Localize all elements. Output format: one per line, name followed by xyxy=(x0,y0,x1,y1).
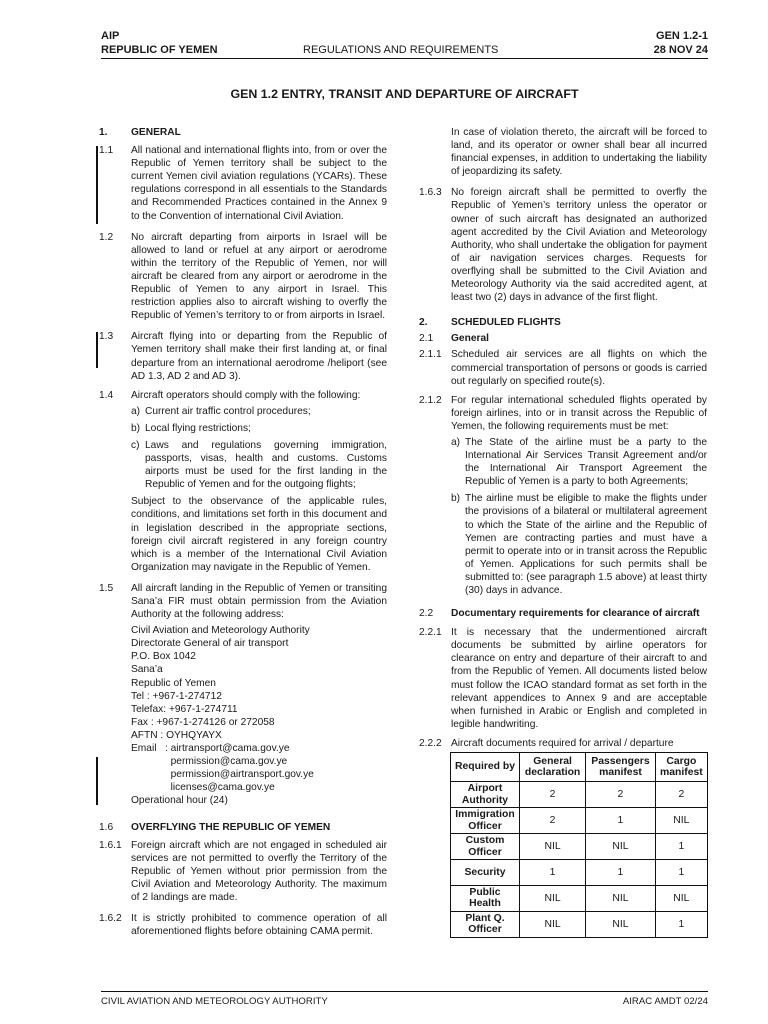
paragraph-text: Foreign aircraft which are not engaged in scheduled air services are not permitted to overfly the Territory of the Republic of Yemen without prior permission from the Civil Aviation and Meteorology Authority. The maximum of 2 landings are made. xyxy=(131,839,387,903)
table-row xyxy=(451,808,708,834)
address-line: Email : airtransport@cama.gov.ye xyxy=(131,743,290,755)
list-letter: b) xyxy=(451,493,461,505)
table-cell: Plant Q. Officer xyxy=(451,911,520,937)
paragraph-text: For regular international scheduled flights operated by foreign airlines, into or in transit across the Republic of Yemen, the following requirements must be met: xyxy=(451,394,707,432)
section-1-heading xyxy=(99,126,387,139)
documents-table xyxy=(450,752,708,938)
paragraph-1-1 xyxy=(99,144,387,223)
table-cell: NIL xyxy=(655,808,707,834)
paragraph-1-2 xyxy=(99,231,387,323)
paragraph-1-4-subtext: Subject to the observance of the applicable rules, conditions, and limitations set forth in this document and in legislation described in the appropriate sections, foreign civil aircraft registered in any foreign country which is a member of the International Civil Aviation Organization may navigate in the Republic of Yemen. xyxy=(131,496,387,573)
address-line: Sana’a xyxy=(131,664,163,676)
address-line: Telefax: +967-1-274711 xyxy=(131,703,238,715)
paragraph-2-2-2 xyxy=(419,737,707,750)
section-title: Documentary requirements for clearance of aircraft xyxy=(451,608,700,620)
table-cell: NIL xyxy=(586,911,656,937)
paragraph-text: It is necessary that the undermentioned aircraft documents be submitted by airline operators for clearance on entry and departure of their aircraft to and from the Republic of Yemen. All documents listed below must follow the ICAO standard format as set forth in the relevant appendices to Annex 9 and are acceptable when furnished in Arabic or English and completed in legible handwriting. xyxy=(451,627,707,730)
address-line: AFTN : OYHQYAYX xyxy=(131,729,222,741)
table-cell: 1 xyxy=(655,834,707,860)
paragraph-number: 1.6.3 xyxy=(419,187,442,199)
paragraph-2-1-2 xyxy=(419,394,707,433)
paragraph-1-6-2 xyxy=(99,912,387,938)
list-text: Current air traffic control procedures; xyxy=(145,405,311,417)
header-center: REGULATIONS AND REQUIREMENTS xyxy=(303,44,499,56)
table-cell: 2 xyxy=(655,782,707,808)
table-cell: 2 xyxy=(520,808,586,834)
paragraph-1-6-1 xyxy=(99,839,387,904)
table-row xyxy=(451,885,708,911)
table-cell: 2 xyxy=(586,782,656,808)
paragraph-number: 1.4 xyxy=(99,389,114,401)
paragraph-number: 1.2 xyxy=(99,231,114,243)
table-row xyxy=(451,860,708,886)
table-row xyxy=(451,911,708,937)
paragraph-number: 2.1.2 xyxy=(419,394,442,406)
table-header: Required by xyxy=(451,753,520,782)
paragraph-1-5 xyxy=(99,582,387,621)
section-number: 1. xyxy=(99,127,108,138)
page-header-top xyxy=(101,30,708,44)
change-bar xyxy=(96,146,98,224)
header-date: 28 NOV 24 xyxy=(653,44,708,56)
table-cell: Security xyxy=(451,860,520,886)
address-line: P.O. Box 1042 xyxy=(131,651,196,663)
page-footer xyxy=(101,991,708,1005)
list-item xyxy=(131,422,387,435)
paragraph-1-4 xyxy=(99,389,387,402)
section-2-1-heading xyxy=(419,332,707,345)
contact-address xyxy=(131,624,387,807)
table-cell: NIL xyxy=(586,834,656,860)
list-letter: b) xyxy=(131,422,141,434)
table-header: Passengers manifest xyxy=(586,753,656,782)
paragraph-text: Scheduled air services are all flights on which the commercial transportation of persons or goods is carried out regularly on specified route(s). xyxy=(451,349,707,387)
table-cell: 1 xyxy=(586,860,656,886)
table-cell: 1 xyxy=(655,860,707,886)
address-line: Operational hour (24) xyxy=(131,795,228,807)
paragraph-number: 2.2.2 xyxy=(419,737,442,749)
table-cell: 2 xyxy=(520,782,586,808)
header-country: REPUBLIC OF YEMEN xyxy=(101,44,218,56)
table-cell: Airport Authority xyxy=(451,782,520,808)
page-header-bottom xyxy=(101,44,708,59)
change-bar xyxy=(96,332,98,368)
list-letter: c) xyxy=(131,439,140,451)
change-bar xyxy=(96,757,98,805)
right-column xyxy=(419,126,707,938)
table-cell: NIL xyxy=(586,885,656,911)
section-title: SCHEDULED FLIGHTS xyxy=(451,317,561,329)
table-header-row xyxy=(451,753,708,782)
section-title: General xyxy=(451,333,489,345)
section-number: 2.1 xyxy=(419,333,434,345)
list-text: The airline must be eligible to make the flights under the provisions of a bilateral or multilateral agreement to which the State of the airline and the Republic of Yemen are contracting parties and must have a permit to operate into or in transit across the Republic of Yemen. Applications for such permits shall be submitted to: (see paragraph 1.5 above) at least thirty (30) days in advance. xyxy=(465,493,707,596)
address-line: Directorate General of air transport xyxy=(131,638,289,650)
paragraph-number: 1.5 xyxy=(99,582,114,594)
paragraph-2-2-1 xyxy=(419,626,707,731)
table-cell: NIL xyxy=(520,911,586,937)
address-line: licenses@cama.gov.ye xyxy=(131,782,275,794)
section-number: 2. xyxy=(419,317,428,329)
paragraph-text: All aircraft landing in the Republic of Yemen or transiting Sana’a FIR must obtain permission from the Aviation Authority at the following address: xyxy=(131,582,387,621)
paragraph-text: Aircraft flying into or departing from the Republic of Yemen territory shall make their first landing at, or final departure from an international aerodrome /heliport (see AD 1.3, AD 2 and AD 3). xyxy=(131,331,387,382)
table-header: Cargo manifest xyxy=(655,753,707,782)
address-line: Civil Aviation and Meteorology Authority xyxy=(131,625,310,637)
footer-amendment: AIRAC AMDT 02/24 xyxy=(622,996,708,1007)
paragraph-number: 1.6.1 xyxy=(99,839,122,851)
table-header: General declaration xyxy=(520,753,586,782)
table-cell: 1 xyxy=(586,808,656,834)
header-gen-ref: GEN 1.2-1 xyxy=(656,30,708,42)
table-cell: 1 xyxy=(520,860,586,886)
table-row xyxy=(451,834,708,860)
paragraph-text: Aircraft documents required for arrival / departure xyxy=(451,737,674,749)
section-2-heading xyxy=(419,316,707,329)
paragraph-text: Aircraft operators should comply with the following: xyxy=(131,389,361,401)
paragraph-text: It is strictly prohibited to commence operation of all aforementioned flights before obtaining CAMA permit. xyxy=(131,913,387,938)
section-title: OVERFLYING THE REPUBLIC OF YEMEN xyxy=(131,821,331,833)
header-aip: AIP xyxy=(101,30,120,42)
table-cell: Public Health xyxy=(451,885,520,911)
page-title: GEN 1.2 ENTRY, TRANSIT AND DEPARTURE OF AIRCRAFT xyxy=(230,87,579,101)
list-item xyxy=(451,436,707,488)
section-number: 1.6 xyxy=(99,821,114,833)
paragraph-number: 2.1.1 xyxy=(419,349,442,361)
list-item xyxy=(451,492,707,597)
table-cell: NIL xyxy=(520,834,586,860)
table-row xyxy=(451,782,708,808)
list-text: Local flying restrictions; xyxy=(145,422,251,434)
address-line: permission@airtransport.gov.ye xyxy=(131,769,314,781)
paragraph-1-3 xyxy=(99,330,387,382)
paragraph-number: 1.3 xyxy=(99,331,114,343)
table-cell: 1 xyxy=(655,911,707,937)
table-cell: Custom Officer xyxy=(451,834,520,860)
paragraph-number: 1.6.2 xyxy=(99,913,122,925)
paragraph-1-6-2-continued: In case of violation thereto, the aircraft will be forced to land, and its operator or owner shall bear all incurred financial expenses, in addition to undertaking the liability of jeopardizing its safety. xyxy=(451,127,707,178)
paragraph-number: 2.2 xyxy=(419,608,434,620)
list-letter: a) xyxy=(451,436,461,448)
paragraph-number: 1.1 xyxy=(99,145,114,157)
paragraph-2-1-1 xyxy=(419,348,707,387)
paragraph-text: All national and international flights into, from or over the Republic of Yemen territory shall be subject to the current Yemen civil aviation regulations (YCARs). These regulations correspond in all essentials to the Standards and Recommended Practices contained in the Annex 9 to the Convention of international Civil Aviation. xyxy=(131,145,387,222)
paragraph-1-6-3 xyxy=(419,186,707,304)
paragraph-number: 2.2.1 xyxy=(419,627,442,639)
section-2-2-heading xyxy=(419,607,707,620)
footer-authority: CIVIL AVIATION AND METEOROLOGY AUTHORITY xyxy=(101,996,328,1007)
left-column xyxy=(99,126,387,944)
list-item xyxy=(131,405,387,418)
address-line: Fax : +967-1-274126 or 272058 xyxy=(131,716,275,728)
section-1-6-heading xyxy=(99,821,387,834)
table-cell: NIL xyxy=(655,885,707,911)
list-letter: a) xyxy=(131,405,141,417)
address-line: permission@cama.gov.ye xyxy=(131,756,288,768)
list-item xyxy=(131,439,387,491)
list-text: Laws and regulations governing immigration, passports, visas, health and customs. Customs airports must be used for the first landing in the Republic of Yemen and for the outgoing flights; xyxy=(145,439,387,491)
paragraph-text: No foreign aircraft shall be permitted to overfly the Republic of Yemen’s territory unless the operator or owner of such aircraft has designated an authorized agent accredited by the Civil Aviation and Meteorology Authority, who shall undertake the obligation for payment of air navigation services charges. Requests for overflying shall be submitted to the Civil Aviation and Meteorology Authority via the said accredited agent, at least two (2) days in advance of the first flight. xyxy=(451,187,707,304)
address-line: Republic of Yemen xyxy=(131,677,216,689)
table-cell: Immigration Officer xyxy=(451,808,520,834)
address-line: Tel : +967-1-274712 xyxy=(131,690,222,702)
table-cell: NIL xyxy=(520,885,586,911)
paragraph-text: No aircraft departing from airports in Israel will be allowed to land or refuel at any airport or aerodrome within the territory of the Republic of Yemen, nor will aircraft be cleared from any airport or aerodrome in the Republic of Yemen to any airport in Israel. This restriction applies also to aircraft wishing to overfly the Republic of Yemen’s territory to or from airports in Israel. xyxy=(131,231,387,322)
section-title: GENERAL xyxy=(131,127,181,138)
list-text: The State of the airline must be a party to the International Air Services Transit Agreement and/or the International Air Transport Agreement the Republic of Yemen is a party to both Agreements; xyxy=(465,436,707,488)
